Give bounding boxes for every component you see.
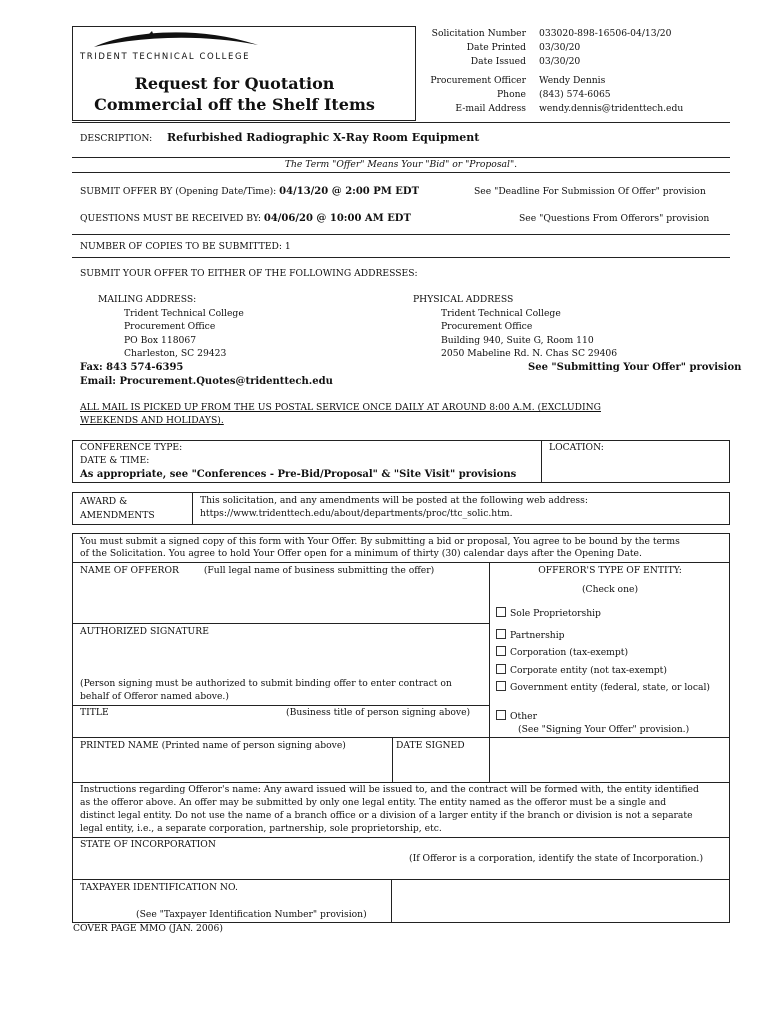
check-one-note: (Check one) [581,584,639,595]
mailing-line: Procurement Office [124,321,216,332]
entity-option[interactable] [496,629,565,642]
phone: (843) 574-6065 [539,89,611,100]
state-incorporation-label: STATE OF INCORPORATION [80,839,216,850]
questions-value: 04/06/20 @ 10:00 AM EDT [263,213,411,224]
checkbox-corporation-tax-exempt[interactable] [496,646,506,656]
info-label: Date Printed [466,42,526,53]
submission-email: Email: Procurement.Quotes@tridenttech.edu [80,376,333,387]
divider [72,157,730,158]
procurement-officer: Wendy Dennis [539,75,606,86]
entity-type-title: OFFEROR'S TYPE OF ENTITY: [538,565,682,576]
submit-by-row [80,186,419,198]
physical-line: Building 940, Suite G, Room 110 [441,335,594,346]
divider [72,782,730,783]
title-label: TITLE [80,707,109,718]
footer-code: COVER PAGE MMO (JAN. 2006) [73,923,223,934]
offeror-name-label [80,565,434,577]
offeror-name-label-text: NAME OF OFFEROR [80,565,179,576]
info-label: Solicitation Number [431,28,526,39]
fax-number: Fax: 843 574-6395 [80,362,184,373]
divider [72,122,730,123]
signature-field[interactable] [74,640,487,676]
offer-intro: You must submit a signed copy of this form with Your Offer. By submitting a bid or proposal, You agree to be bound by the terms [80,536,680,547]
questions-label: QUESTIONS MUST BE RECEIVED BY: [80,213,261,224]
submitting-note: See "Submitting Your Offer" provision [528,362,742,373]
physical-line: Trident Technical College [441,308,561,319]
solicitation-web-address[interactable]: https://www.tridenttech.edu/about/departments/proc/ttc_solic.htm. [200,508,513,519]
other-note: (See "Signing Your Offer" provision.) [518,724,690,735]
mailing-line: Trident Technical College [124,308,244,319]
addresses-intro: SUBMIT YOUR OFFER TO EITHER OF THE FOLLOWING ADDRESSES: [80,268,418,279]
date-issued: 03/30/20 [539,56,581,67]
description-label: DESCRIPTION: [80,133,153,144]
divider [192,492,193,525]
page-title: Request for Quotation [134,74,335,93]
divider [72,705,489,706]
offeror-name-hint: (Full legal name of business submitting the offer) [203,565,435,576]
divider [72,623,489,624]
physical-line: Procurement Office [441,321,533,332]
mail-notice: WEEKENDS AND HOLIDAYS). [80,415,224,426]
term-note: The Term "Offer" Means Your "Bid" or "Proposal". [284,159,518,170]
college-name: TRIDENT TECHNICAL COLLEGE [80,52,251,62]
page-subtitle: Commercial off the Shelf Items [94,95,375,114]
offeror-instructions: distinct legal entity. Do not use the name of a branch office or a division of a larger entity if the branch or division is not a separate [80,810,693,821]
mail-notice: ALL MAIL IS PICKED UP FROM THE US POSTAL SERVICE ONCE DAILY AT AROUND 8:00 A.M. (EXCLUDING [80,402,601,413]
signature-label: AUTHORIZED SIGNATURE [80,626,209,637]
checkbox-other[interactable] [496,710,506,720]
offer-intro: of the Solicitation. You agree to hold Your Offer open for a minimum of thirty (30) calendar days after the Opening Date. [80,548,642,559]
submit-by-label: SUBMIT OFFER BY (Opening Date/Time): [80,186,277,197]
info-label: Phone [497,89,526,100]
offeror-instructions: Instructions regarding Offeror's name: Any award issued will be issued to, and the contract will be formed with, the entity identified [80,784,699,795]
conference-date-label: DATE & TIME: [80,455,150,466]
divider [72,879,730,880]
date-printed: 03/30/20 [539,42,581,53]
divider [392,737,393,782]
entity-option-label: Sole Proprietorship [510,608,601,619]
entity-option[interactable] [496,607,601,620]
title-hint: (Business title of person signing above) [286,707,471,718]
entity-option-label: Corporation (tax-exempt) [510,647,629,658]
entity-option-label: Government entity (federal, state, or local) [510,682,710,693]
signature-note: (Person signing must be authorized to submit binding offer to enter contract on [80,678,452,689]
number-of-copies: NUMBER OF COPIES TO BE SUBMITTED: 1 [80,241,291,252]
conference-type-label: CONFERENCE TYPE: [80,442,183,453]
questions-note: See "Questions From Offerors" provision [519,213,710,224]
divider [72,172,730,173]
state-incorporation-field[interactable] [74,852,404,878]
printed-name-label: PRINTED NAME (Printed name of person signing above) [80,740,346,751]
signature-note: behalf of Offeror named above.) [80,691,229,702]
tin-label: TAXPAYER IDENTIFICATION NO. [80,882,238,893]
entity-option[interactable] [496,710,537,723]
divider [72,837,730,838]
solicitation-number: 033020-898-16506-04/13/20 [539,28,672,39]
description-value: Refurbished Radiographic X-Ray Room Equipment [167,131,480,144]
physical-heading: PHYSICAL ADDRESS [413,294,514,305]
divider [72,737,730,738]
info-label: Procurement Officer [430,75,526,86]
checkbox-partnership[interactable] [496,629,506,639]
college-logo [88,27,263,51]
mailing-line: Charleston, SC 29423 [124,348,227,359]
offeror-instructions: legal entity, i.e., a separate corporation, partnership, sole proprietorship, etc. [80,823,442,834]
checkbox-sole-proprietorship[interactable] [496,607,506,617]
deadline-note: See "Deadline For Submission Of Offer" provision [474,186,706,197]
mailing-line: PO Box 118067 [124,335,197,346]
offeror-instructions: as the offeror above. An offer may be submitted by only one legal entity. The entity named as the offeror must be a single and [80,797,667,808]
mailing-heading: MAILING ADDRESS: [98,294,197,305]
award-label: AMENDMENTS [80,510,155,521]
offeror-name-field[interactable] [74,578,487,622]
divider [72,257,730,258]
entity-option[interactable] [496,664,667,677]
tin-hint: (See "Taxpayer Identification Number" provision) [136,909,367,920]
tin-field[interactable] [393,881,728,921]
checkbox-government-entity[interactable] [496,681,506,691]
header-info [418,28,738,117]
entity-option[interactable] [496,646,628,659]
location-label: LOCATION: [549,442,604,453]
checkbox-corporate-entity[interactable] [496,664,506,674]
date-signed-label: DATE SIGNED [396,740,465,751]
title-field[interactable] [74,720,487,736]
printed-name-field[interactable] [74,754,390,780]
submit-by-value: 04/13/20 @ 2:00 PM EDT [279,186,420,197]
entity-option[interactable] [496,681,710,694]
conference-note: As appropriate, see "Conferences - Pre-Bid/Proposal" & "Site Visit" provisions [80,469,517,480]
entity-option-label: Partnership [510,630,565,641]
divider [72,562,730,563]
divider [391,879,392,923]
entity-option-label: Corporate entity (not tax-exempt) [510,665,667,676]
date-signed-field[interactable] [394,754,487,780]
award-text: This solicitation, and any amendments will be posted at the following web address: [200,495,588,506]
email-address: wendy.dennis@tridenttech.edu [539,103,684,114]
physical-line: 2050 Mabeline Rd. N. Chas SC 29406 [441,348,618,359]
divider [72,234,730,235]
divider [541,440,542,483]
questions-row [80,213,411,225]
state-incorporation-hint: (If Offeror is a corporation, identify the state of Incorporation.) [409,853,704,864]
info-label: Date Issued [470,56,526,67]
award-label: AWARD & [80,496,128,507]
info-label: E-mail Address [455,103,526,114]
entity-option-label: Other [510,711,537,722]
